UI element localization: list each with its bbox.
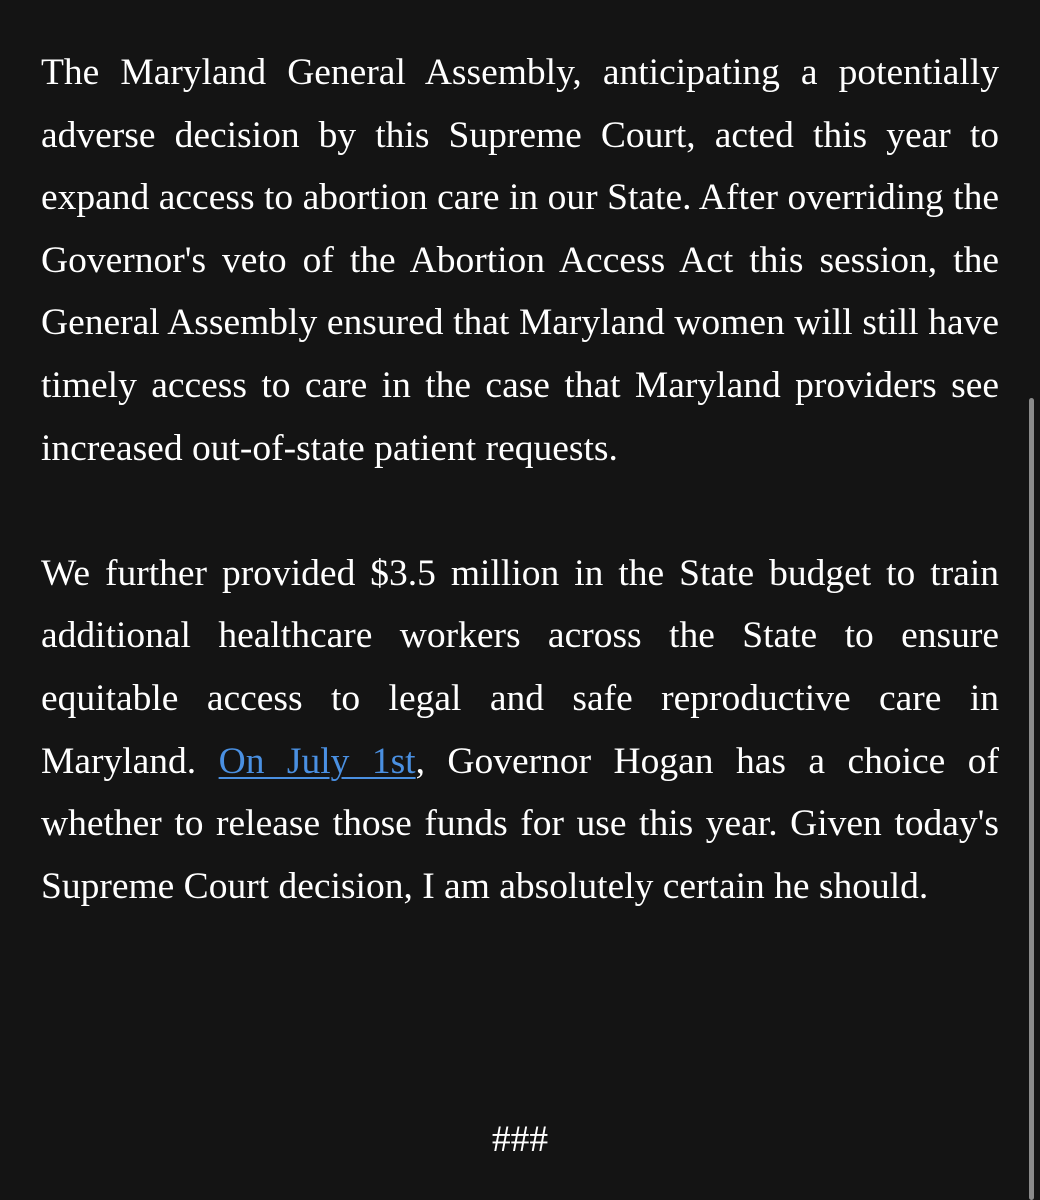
july-1st-link[interactable]: On July 1st — [218, 740, 416, 782]
paragraph-1: The Maryland General Assembly, anticipating a potentially adverse decision by this Supreme Court, acted this year to expand access to abortion care in our State. After overriding the Governor's veto of the Abortion Access Act this session, the General Assembly ensured that Maryland women will still have timely access to care in the case that Maryland providers see increased out-of-state patient requests. — [41, 52, 999, 469]
paragraph-2-text-start: We further provided $3.5 million in the State budget to train additional healthcare workers across the State to ensure equitable access to legal and safe reproductive care in Maryland. — [41, 552, 999, 782]
document-body — [41, 42, 999, 918]
end-mark: ### — [491, 1119, 549, 1160]
vertical-scrollbar[interactable] — [1029, 398, 1034, 1200]
paragraph-2 — [41, 543, 999, 919]
paragraph-2-text-end: , Governor Hogan has a choice of whether to release those funds for use this year. Given today's Supreme Court decision, I am absolutely certain he should. — [41, 740, 999, 907]
